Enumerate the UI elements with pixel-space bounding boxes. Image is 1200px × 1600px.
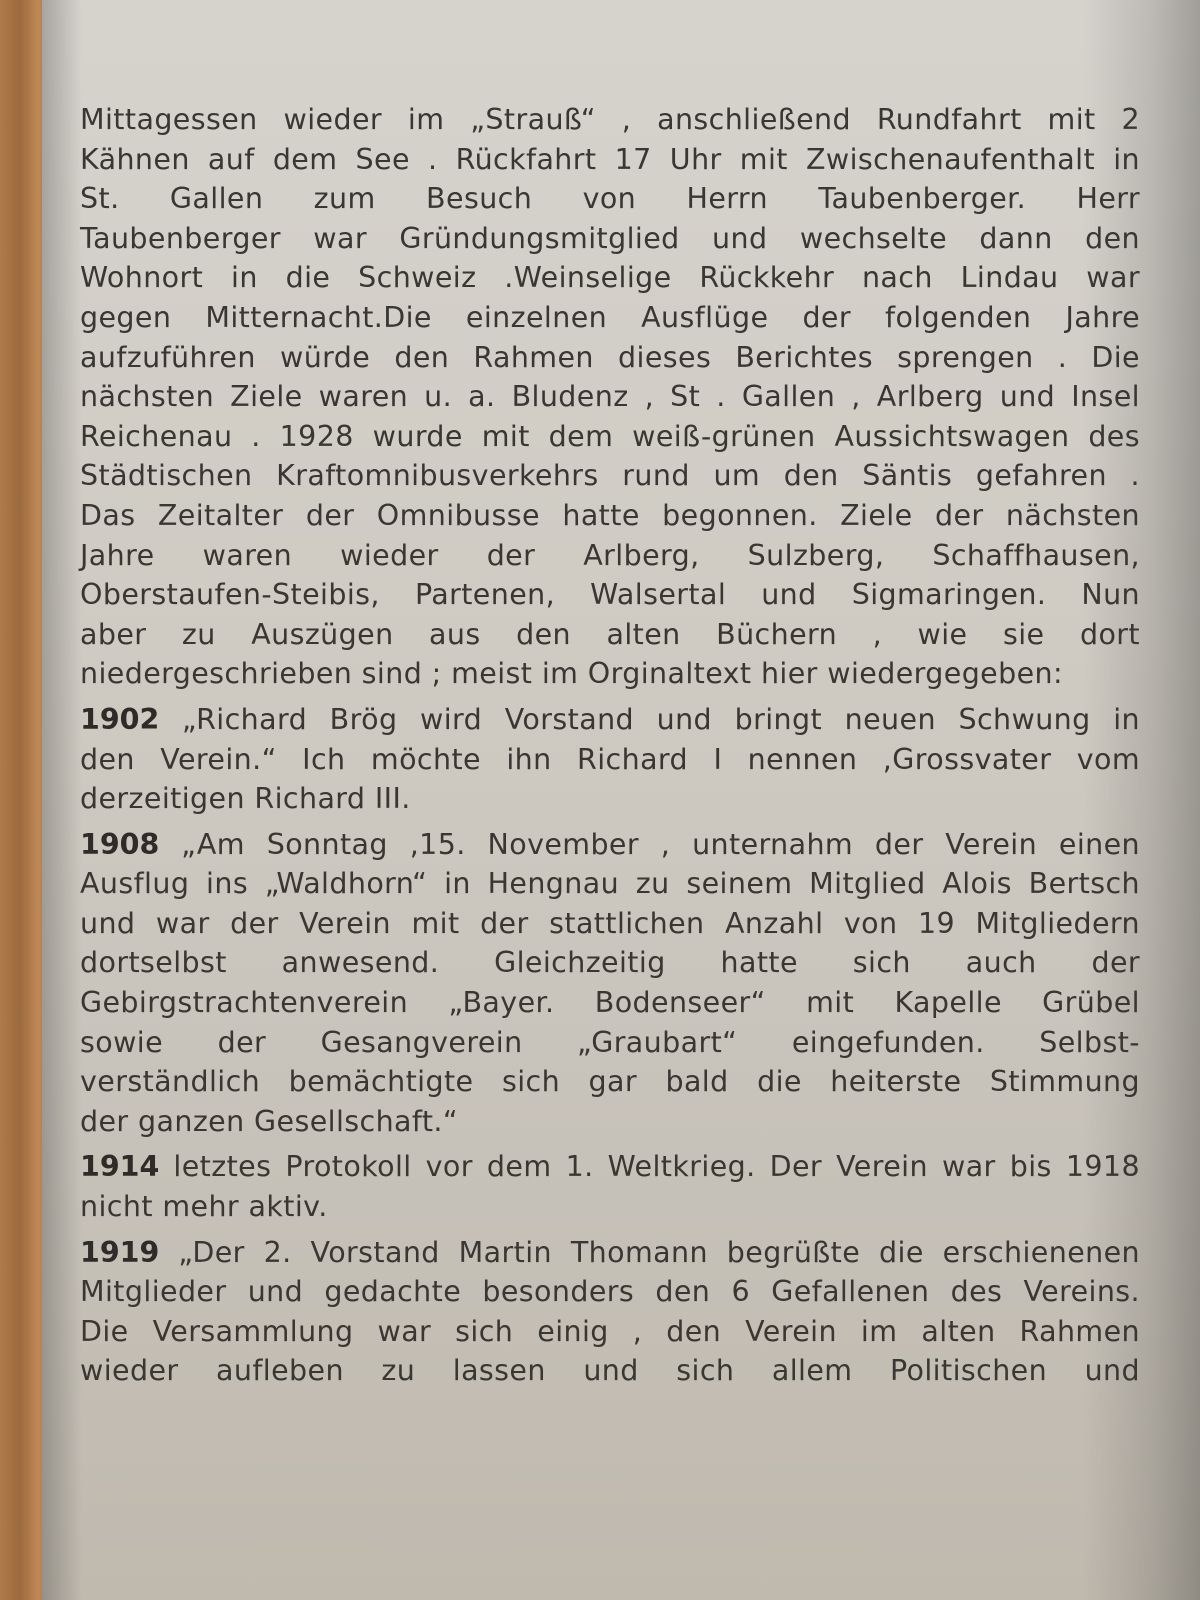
entry-year: 1914 <box>80 1150 160 1184</box>
text-line: Ausflug ins „Waldhorn“ in Hengnau zu seinem Mitglied Alois Bertsch <box>80 867 1140 901</box>
entry-text: „Am Sonntag ,15. November , unternahm der Verein einen <box>181 827 1141 861</box>
page-text <box>80 100 1140 1391</box>
text-line: Mittagessen wieder im „Strauß“ , anschließend Rundfahrt mit 2 <box>80 103 1140 136</box>
entry-year: 1902 <box>80 702 160 736</box>
text-line: Wohnort in die Schweiz .Weinselige Rückkehr nach Lindau war <box>80 261 1140 295</box>
entry-first-line <box>80 1147 1140 1187</box>
entry-1902 <box>80 700 1140 819</box>
entry-text: „Richard Brög wird Vorstand und bringt neuen Schwung in <box>181 702 1140 736</box>
text-line: Gebirgstrachtenverein „Bayer. Bodenseer“ mit Kapelle Grübel <box>80 986 1140 1020</box>
entry-text: „Der 2. Vorstand Martin Thomann begrüßte die erschienenen <box>178 1235 1140 1269</box>
text-line: Städtischen Kraftomnibusverkehrs rund um den Säntis gefahren . <box>80 459 1140 493</box>
text-line: aufzuführen würde den Rahmen dieses Berichtes sprengen . Die <box>80 340 1140 374</box>
entry-1908 <box>80 825 1140 1142</box>
text-line: aber zu Auszügen aus den alten Büchern , wie sie dort <box>80 617 1140 651</box>
entry-first-line <box>80 700 1140 740</box>
text-line: nicht mehr aktiv. <box>80 1190 328 1224</box>
intro-paragraph <box>80 100 1140 694</box>
text-line: Reichenau . 1928 wurde mit dem weiß-grünen Aussichtswagen des <box>80 419 1140 453</box>
entry-first-line <box>80 1233 1140 1273</box>
entry-1919 <box>80 1233 1140 1391</box>
text-line: den Verein.“ Ich möchte ihn Richard I nennen ,Grossvater vom <box>80 742 1140 776</box>
text-line: nächsten Ziele waren u. a. Bludenz , St . Gallen , Arlberg und Insel <box>80 380 1140 414</box>
text-line: dortselbst anwesend. Gleichzeitig hatte sich auch der <box>80 946 1140 980</box>
text-line: gegen Mitternacht.Die einzelnen Ausflüge der folgenden Jahre <box>80 300 1140 334</box>
text-line: Die Versammlung war sich einig , den Verein im alten Rahmen <box>80 1314 1140 1348</box>
entry-year: 1919 <box>80 1235 160 1269</box>
text-line: Das Zeitalter der Omnibusse hatte begonnen. Ziele der nächsten <box>80 498 1140 532</box>
entry-year: 1908 <box>80 827 160 861</box>
book-page <box>42 0 1200 1600</box>
text-line: sowie der Gesangverein „Graubart“ eingefunden. Selbst- <box>80 1025 1140 1059</box>
text-line: Jahre waren wieder der Arlberg, Sulzberg, Schaffhausen, <box>80 538 1140 572</box>
text-line: Taubenberger war Gründungsmitglied und wechselte dann den <box>80 221 1140 255</box>
entry-text: letztes Protokoll vor dem 1. Weltkrieg. Der Verein war bis 1918 <box>173 1150 1140 1184</box>
text-line: der ganzen Gesellschaft.“ <box>80 1104 459 1138</box>
entry-first-line <box>80 825 1140 865</box>
entry-1914 <box>80 1147 1140 1226</box>
text-line: wieder aufleben zu lassen und sich allem Politischen und <box>80 1354 1140 1388</box>
text-line: Oberstaufen-Steibis, Partenen, Walsertal und Sigmaringen. Nun <box>80 578 1140 612</box>
text-line: Kähnen auf dem See . Rückfahrt 17 Uhr mit Zwischenaufenthalt in <box>80 142 1140 176</box>
text-line: verständlich bemächtigte sich gar bald die heiterste Stimmung <box>80 1065 1140 1099</box>
text-line: derzeitigen Richard III. <box>80 782 411 816</box>
text-line: St. Gallen zum Besuch von Herrn Taubenberger. Herr <box>80 182 1140 216</box>
text-line: und war der Verein mit der stattlichen Anzahl von 19 Mitgliedern <box>80 906 1140 940</box>
text-line: niedergeschrieben sind ; meist im Orginaltext hier wiedergegeben: <box>80 657 1064 691</box>
text-line: Mitglieder und gedachte besonders den 6 Gefallenen des Vereins. <box>80 1275 1140 1309</box>
